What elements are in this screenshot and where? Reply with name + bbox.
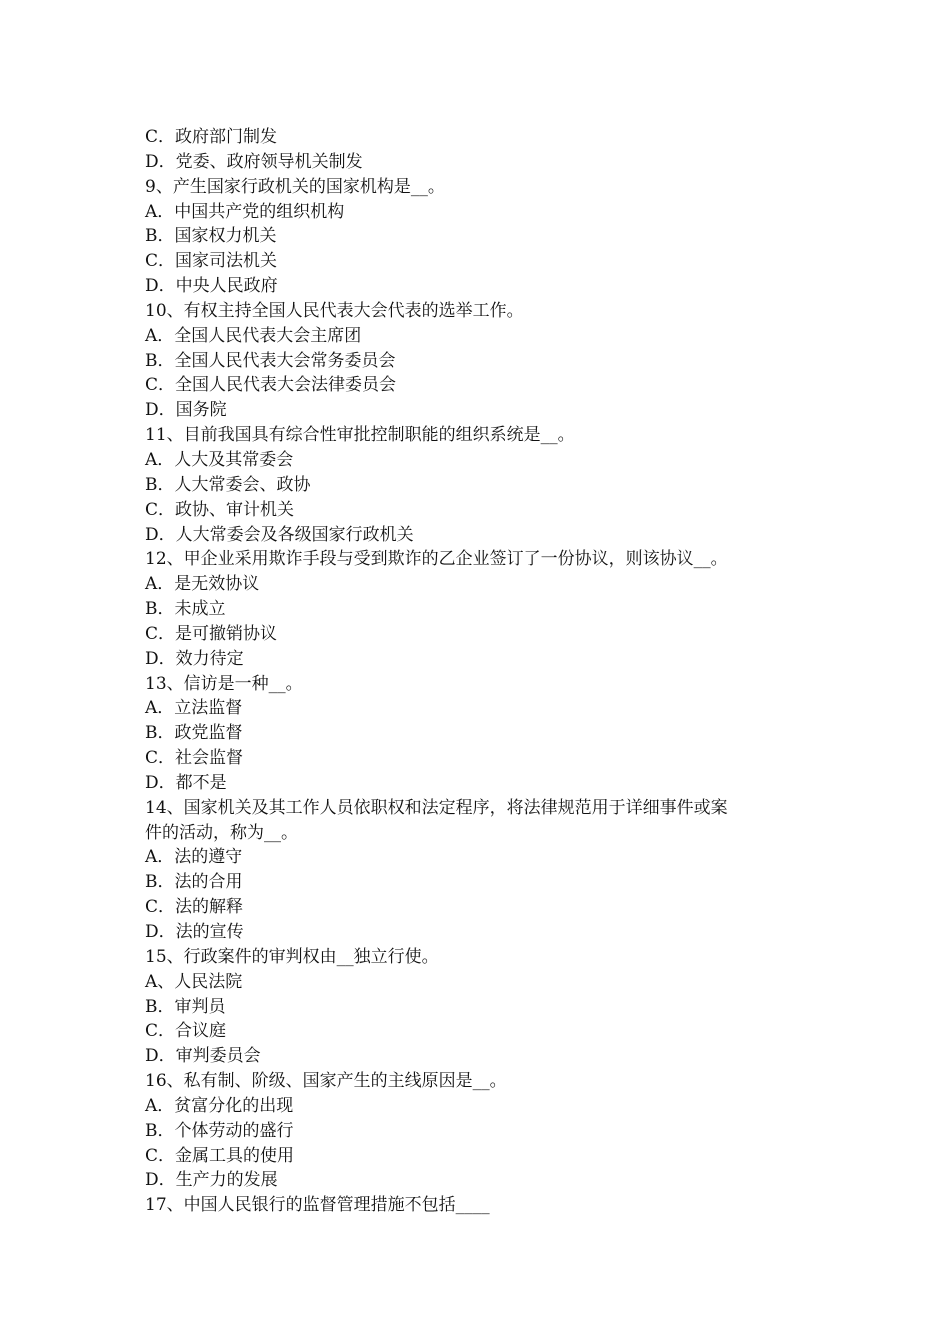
option-line: A、人民法院 bbox=[145, 971, 243, 992]
option-line: B．审判员 bbox=[145, 996, 226, 1017]
option-line: D．党委、政府领导机关制发 bbox=[145, 151, 363, 172]
question-line: 13、信访是一种__。 bbox=[145, 673, 303, 694]
option-line: C．是可撤销协议 bbox=[145, 623, 278, 644]
option-line: D．效力待定 bbox=[145, 648, 244, 669]
option-line: D．都不是 bbox=[145, 772, 227, 793]
question-line: 14、国家机关及其工作人员依职权和法定程序，将法律规范用于详细事件或案 bbox=[145, 797, 728, 818]
option-line: B．未成立 bbox=[145, 599, 226, 620]
option-line: A．贫富分化的出现 bbox=[145, 1095, 294, 1116]
option-line: B．法的合用 bbox=[145, 872, 243, 893]
option-line: B．人大常委会、政协 bbox=[145, 474, 311, 495]
option-line: D．人大常委会及各级国家行政机关 bbox=[145, 524, 414, 545]
option-line: D．生产力的发展 bbox=[145, 1170, 278, 1191]
question-line: 12、甲企业采用欺诈手段与受到欺诈的乙企业签订了一份协议，则该协议__。 bbox=[145, 549, 728, 570]
option-line: B．国家权力机关 bbox=[145, 226, 277, 247]
option-line: A．中国共产党的组织机构 bbox=[145, 201, 345, 222]
option-line: D．国务院 bbox=[145, 400, 227, 421]
option-line: A．是无效协议 bbox=[145, 574, 260, 595]
option-line: C．法的解释 bbox=[145, 897, 244, 918]
option-line: C．全国人民代表大会法律委员会 bbox=[145, 375, 397, 396]
question-line: 15、行政案件的审判权由__独立行使。 bbox=[145, 946, 439, 967]
question-line: 16、私有制、阶级、国家产生的主线原因是__。 bbox=[145, 1071, 507, 1092]
option-line: A．人大及其常委会 bbox=[145, 449, 294, 470]
option-line: B．全国人民代表大会常务委员会 bbox=[145, 350, 396, 371]
option-line: A．立法监督 bbox=[145, 698, 243, 719]
option-line: D．中央人民政府 bbox=[145, 276, 278, 297]
option-line: A．全国人民代表大会主席团 bbox=[145, 325, 362, 346]
option-line: B．个体劳动的盛行 bbox=[145, 1120, 294, 1141]
question-line: 10、有权主持全国人民代表大会代表的选举工作。 bbox=[145, 300, 524, 321]
question-line: 17、中国人民银行的监督管理措施不包括____ bbox=[145, 1195, 490, 1216]
option-line: C．国家司法机关 bbox=[145, 251, 278, 272]
option-line: D．审判委员会 bbox=[145, 1046, 261, 1067]
option-line: A．法的遵守 bbox=[145, 847, 243, 868]
option-line: C．政府部门制发 bbox=[145, 127, 278, 147]
option-line: C．合议庭 bbox=[145, 1021, 227, 1042]
option-line: B．政党监督 bbox=[145, 723, 243, 744]
option-line: D．法的宣传 bbox=[145, 922, 244, 942]
option-line: C．社会监督 bbox=[145, 748, 244, 769]
document-content bbox=[145, 125, 815, 1218]
question-line: 9、产生国家行政机关的国家机构是__。 bbox=[145, 176, 445, 197]
question-line: 11、目前我国具有综合性审批控制职能的组织系统是__。 bbox=[145, 425, 575, 446]
option-line: C．政协、审计机关 bbox=[145, 499, 295, 520]
question-line: 件的活动，称为__。 bbox=[145, 822, 298, 843]
option-line: C．金属工具的使用 bbox=[145, 1145, 295, 1166]
